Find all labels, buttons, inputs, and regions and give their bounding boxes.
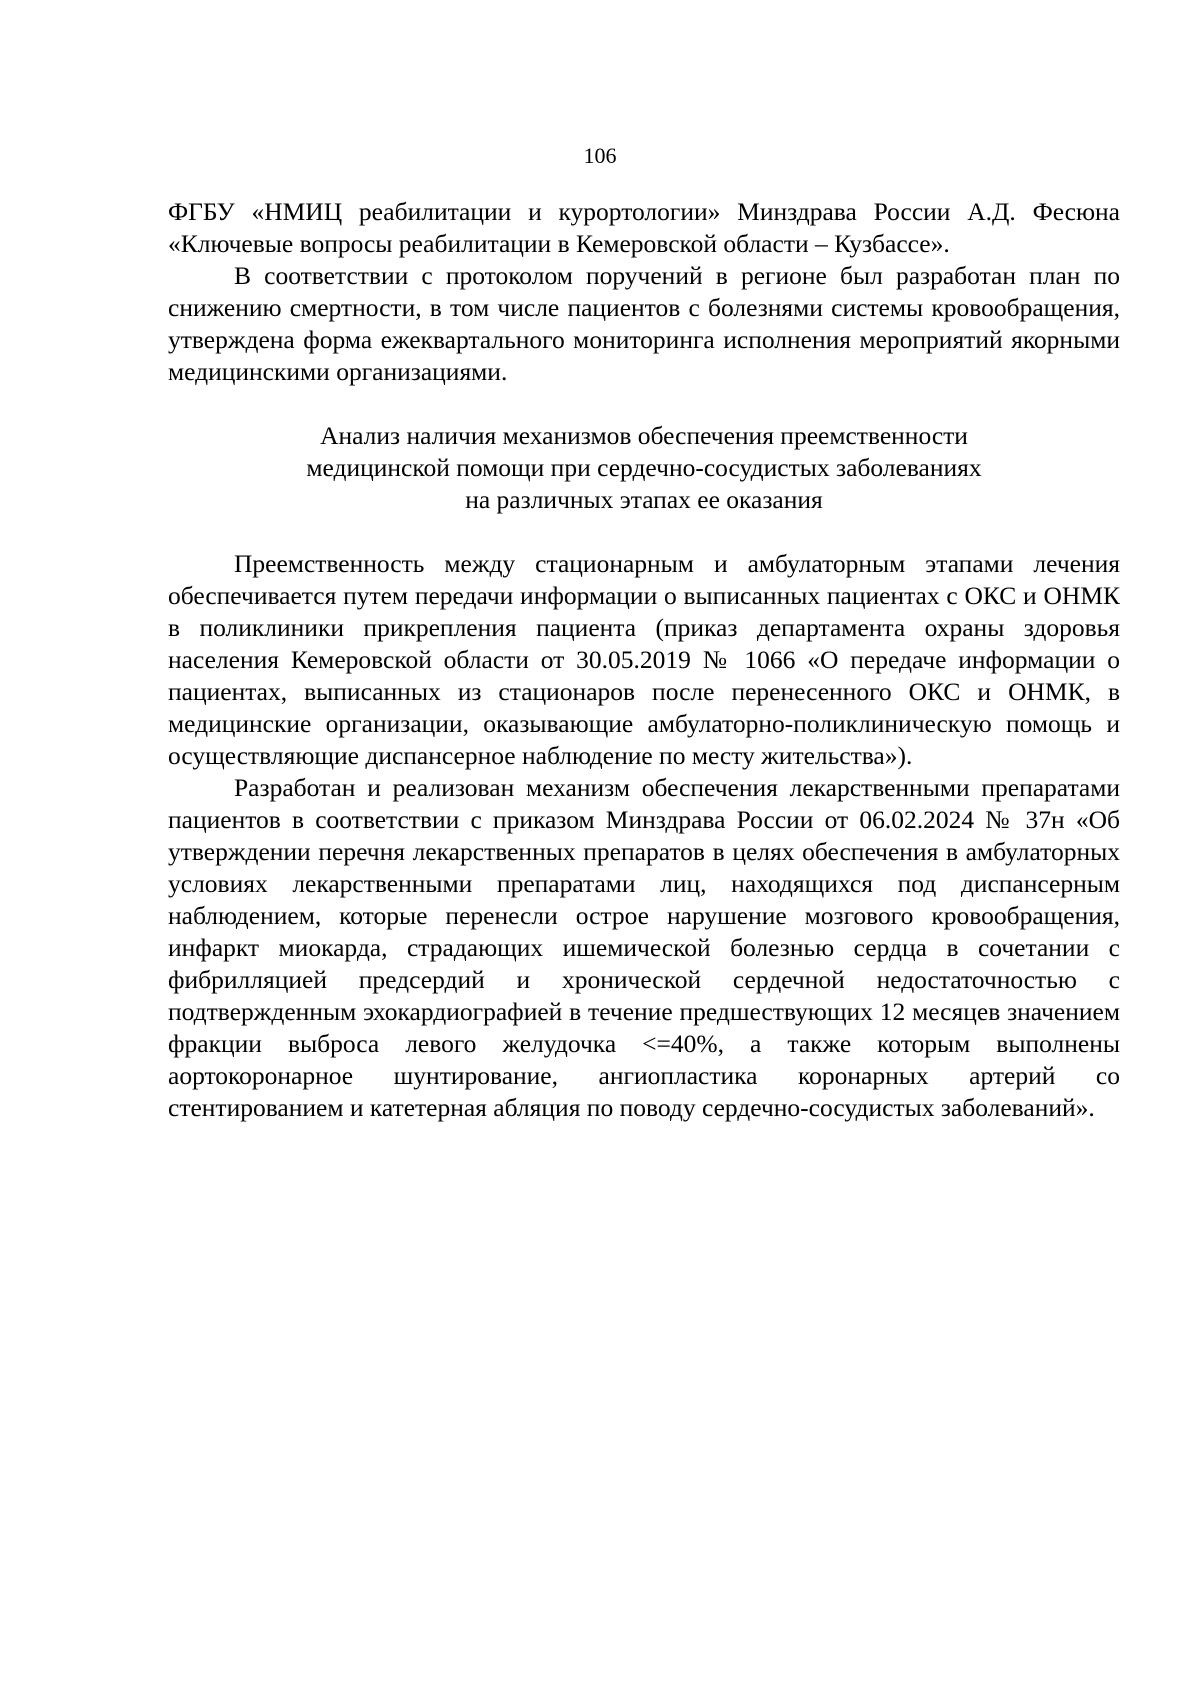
page-number: 106 — [583, 143, 617, 168]
section-heading — [168, 420, 1120, 516]
paragraph-main-1: Преемственность между стационарным и амбулаторным этапами лечения обеспечивается путем передачи информации о выписанных пациентах с ОКС и ОНМК в поликлиники прикрепления пациента (приказ департамента охраны здоровья населения Кемеровской области от 30.05.2019 № 1066 «О передаче информации о пациентах, выписанных из стационаров после перенесенного ОКС и ОНМК, в медицинские организации, оказывающие амбулаторно-поликлиническую помощь и осуществляющие диспансерное наблюдение по месту жительства»). — [168, 549, 1120, 770]
section-heading-line-2: медицинской помощи при сердечно-сосудистых заболеваниях — [306, 453, 982, 482]
paragraph-main-2: Разработан и реализован механизм обеспечения лекарственными препаратами пациентов в соответствии с приказом Минздрава России от 06.02.2024 № 37н «Об утверждении перечня лекарственных препаратов в целях обеспечения в амбулаторных условиях лекарственными препаратами лиц, находящихся под диспансерным наблюдением, которые перенесли острое нарушение мозгового кровообращения, инфаркт миокарда, страдающих ишемической болезнью сердца в сочетании с фибрилляцией предсердий и хронической сердечной недостаточностью с подтвержденным эхокардиографией в течение предшествующих 12 месяцев значением фракции выброса левого желудочка <=40%, а также которым выполнены аортокоронарное шунтирование, ангиопластика коронарных артерий со стентированием и катетерная абляция по поводу сердечно-сосудистых заболеваний». — [168, 773, 1120, 1122]
section-heading-line-1: Анализ наличия механизмов обеспечения преемственности — [320, 421, 968, 450]
section-heading-line-3: на различных этапах ее оказания — [465, 485, 823, 514]
paragraph-intro-2: В соответствии с протоколом поручений в регионе был разработан план по снижению смертности, в том числе пациентов с болезнями системы кровообращения, утверждена форма ежеквартального мониторинга исполнения мероприятий якорными медицинскими организациями. — [168, 261, 1120, 386]
paragraph-intro-1: ФГБУ «НМИЦ реабилитации и курортологии» Минздрава России А.Д. Фесюна «Ключевые вопросы реабилитации в Кемеровской области – Кузбассе». — [168, 197, 1120, 258]
document-body — [168, 196, 1120, 1124]
